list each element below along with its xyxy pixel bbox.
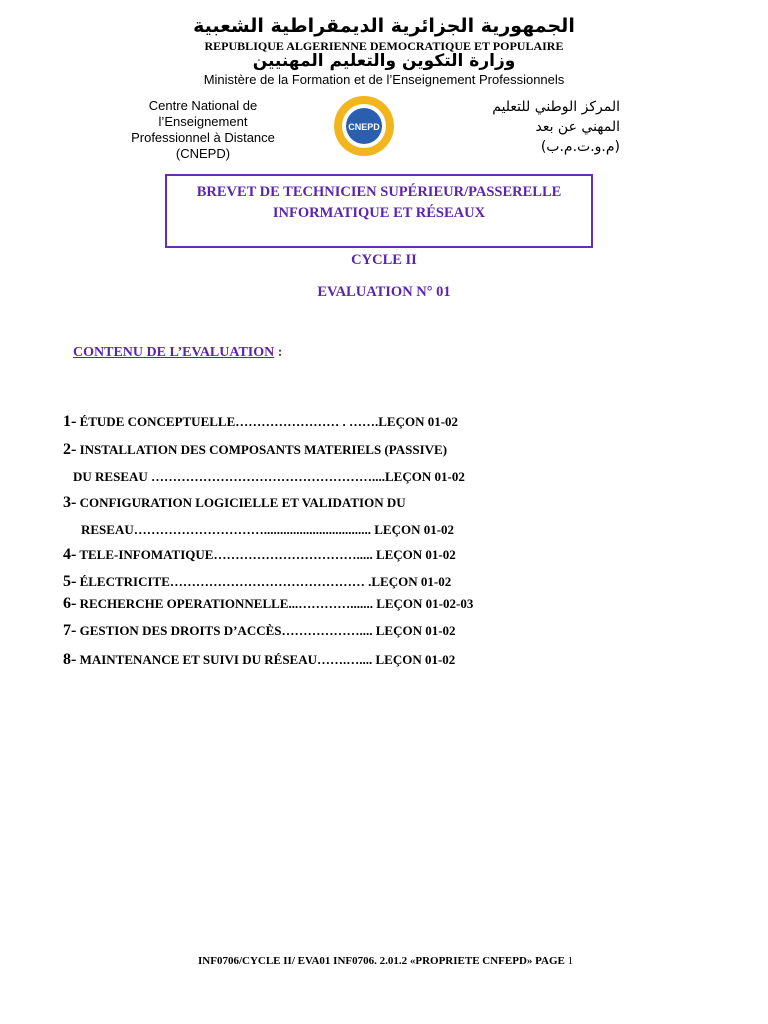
centre-name-fr-line1: Centre National de l’Enseignement	[148, 98, 258, 129]
item-text: RECHERCHE OPERATIONNELLE...…………....... LEÇON 01-02-03	[76, 596, 474, 611]
item-number: 6-	[63, 595, 77, 612]
list-item-7	[63, 622, 456, 640]
centre-name-fr	[108, 98, 298, 162]
item-number: 2-	[63, 441, 77, 458]
centre-name-ar-line3: (م.و.ت.م.ب)	[540, 139, 620, 155]
list-item-5	[63, 573, 451, 591]
centre-name-ar-line1: المركز الوطني للتعليم	[492, 99, 620, 115]
item-number: 7-	[63, 622, 77, 639]
item-number: 8-	[63, 651, 77, 668]
item-text: GESTION DES DROITS D’ACCÈS……………….... LEÇON 01-02	[76, 623, 456, 638]
footer-page-number: 1	[567, 955, 574, 967]
centre-name-ar-line2: المهني عن بعد	[535, 119, 620, 135]
cnepd-logo	[322, 94, 406, 158]
item-number: 5-	[63, 573, 77, 590]
page-footer	[198, 955, 573, 967]
title-text	[167, 182, 591, 224]
header-arabic-ministry: وزارة التكوين والتعليم المهنيين	[252, 51, 516, 71]
item-text: MAINTENANCE ET SUIVI DU RÉSEAU…….….... LEÇON 01-02	[76, 652, 456, 667]
item-text: ÉTUDE CONCEPTUELLE…………………… . …….LEÇON 01-02	[76, 414, 459, 429]
centre-name-fr-line2: Professionnel à Distance	[131, 130, 275, 145]
header-ministry-fr: Ministère de la Formation et de l’Enseignement Professionnels	[203, 72, 565, 87]
item-text: TELE-INFOMATIQUE……………………………..... LEÇON 01-02	[76, 547, 456, 562]
footer-text: INF0706/CYCLE II/ EVA01 INF0706. 2.01.2 «PROPRIETE CNFEPD» PAGE	[198, 955, 568, 967]
title-box	[165, 174, 593, 248]
list-item-2	[63, 441, 447, 459]
title-line1: BREVET DE TECHNICIEN SUPÉRIEUR/PASSERELLE	[196, 184, 562, 200]
list-item-4	[63, 546, 456, 564]
item-number: 3-	[63, 494, 77, 511]
item-text: INSTALLATION DES COMPOSANTS MATERIELS (PASSIVE)	[76, 442, 448, 457]
list-item-1	[63, 413, 458, 431]
list-item-3	[63, 494, 406, 512]
item-text: ÉLECTRICITE……………………………………… .LEÇON 01-02	[76, 574, 452, 589]
header-arabic-republic: الجمهورية الجزائرية الديمقراطية الشعبية	[193, 15, 575, 37]
centre-name-ar	[420, 97, 620, 157]
list-item-8	[63, 651, 455, 669]
centre-name-fr-line3: (CNEPD)	[175, 146, 231, 161]
header-republic-fr: REPUBLIQUE ALGERIENNE DEMOCRATIQUE ET POPULAIRE	[204, 39, 564, 53]
item-number: 1-	[63, 413, 77, 430]
title-line2: INFORMATIQUE ET RÉSEAUX	[272, 205, 486, 221]
list-item-2-continuation: DU RESEAU ……………………………………………....LEÇON 01-02	[73, 469, 465, 484]
cycle-label: CYCLE II	[351, 252, 417, 268]
item-number: 4-	[63, 546, 77, 563]
contenu-label: CONTENU DE L’EVALUATION	[73, 345, 275, 360]
logo-text: CNEPD	[348, 122, 380, 132]
contenu-suffix: :	[274, 345, 283, 360]
list-item-6	[63, 595, 473, 613]
item-text: CONFIGURATION LOGICIELLE ET VALIDATION DU	[76, 495, 406, 510]
list-item-3-continuation: RESEAU…………………………................................. LEÇON 01-02	[81, 522, 455, 537]
evaluation-label: EVALUATION N° 01	[317, 284, 451, 300]
contenu-heading	[73, 345, 282, 361]
